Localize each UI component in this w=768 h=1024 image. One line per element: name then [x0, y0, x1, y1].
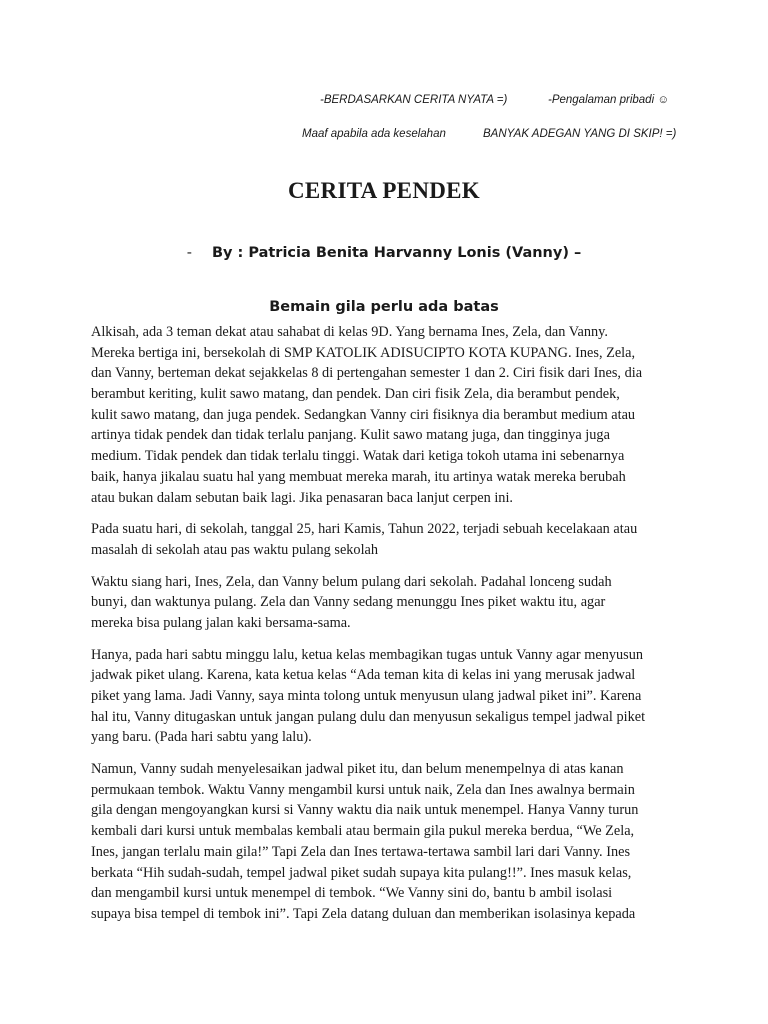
- paragraph-line: jadwak piket ulang. Karena, kata ketua kelas “Ada teman kita di kelas ini yang merusak jadwal: [91, 667, 636, 684]
- story-paragraph: [91, 322, 681, 508]
- paragraph-line: artinya tidak pendek dan tidak terlalu panjang. Kulit sawo matang juga, dan tingginya juga: [91, 427, 610, 444]
- note-based-on-true-story: -BERDASARKAN CERITA NYATA =): [320, 94, 508, 106]
- paragraph-line: Alkisah, ada 3 teman dekat atau sahabat di kelas 9D. Yang bernama Ines, Zela, dan Vanny.: [91, 324, 608, 340]
- story-paragraph: [91, 572, 681, 634]
- paragraph-line: mereka bisa pulang jalan kaki bersama-sama.: [91, 614, 351, 631]
- paragraph-line: Waktu siang hari, Ines, Zela, dan Vanny belum pulang dari sekolah. Padahal lonceng sudah: [91, 573, 612, 590]
- paragraph-line: Pada suatu hari, di sekolah, tanggal 25, hari Kamis, Tahun 2022, terjadi sebuah kecelakaan atau: [91, 521, 638, 538]
- paragraph-line: masalah di sekolah atau pas waktu pulang sekolah: [91, 541, 379, 558]
- story-paragraph: [91, 759, 681, 925]
- story-subtitle: Bemain gila perlu ada batas: [269, 299, 499, 315]
- paragraph-line: hal itu, Vanny ditugaskan untuk jangan pulang dulu dan menyusun sekaligus tempel jadwal piket: [91, 708, 646, 725]
- note-apology: Maaf apabila ada keselahan: [302, 128, 446, 140]
- paragraph-line: Hanya, pada hari sabtu minggu lalu, ketua kelas membagikan tugas untuk Vanny agar menyusun: [91, 646, 644, 663]
- paragraph-line: baik, hanya jikalau suatu hal yang membuat mereka marah, itu artinya watak mereka berubah: [91, 468, 626, 485]
- paragraph-line: yang baru. (Pada hari sabtu yang lalu).: [91, 729, 312, 746]
- paragraph-line: berambut keriting, kulit sawo matang, dan pendek. Dan ciri fisik Zela, dia berambut pendek,: [91, 386, 620, 403]
- story-body: [91, 322, 681, 936]
- paragraph-line: Ines, jangan terlalu main gila!” Tapi Zela dan Ines tertawa-tertawa sambil lari dari Vanny. Ines: [91, 843, 631, 860]
- byline-text: By : Patricia Benita Harvanny Lonis (Vanny) –: [211, 245, 582, 261]
- byline-dash: -: [186, 245, 192, 261]
- paragraph-line: bunyi, dan waktunya pulang. Zela dan Vanny sedang menunggu Ines piket waktu itu, agar: [91, 594, 606, 611]
- paragraph-line: piket yang lama. Jadi Vanny, saya minta tolong untuk menyusun ulang jadwal piket ini”. Karena: [91, 688, 642, 704]
- story-title: CERITA PENDEK: [288, 178, 480, 203]
- paragraph-line: supaya bisa tempel di tembok ini”. Tapi Zela datang duluan dan memberikan isolasinya kepada: [91, 905, 636, 922]
- paragraph-line: dan mengambil kursi untuk menempel di tembok. “We Vanny sini do, bantu b ambil isolasi: [91, 885, 613, 902]
- paragraph-line: medium. Tidak pendek dan tidak terlalu tinggi. Watak dari ketiga tokoh utama ini sebenarnya: [91, 448, 625, 465]
- paragraph-line: dan Vanny, berteman dekat sejakkelas 8 di pertengahan semester 1 dan 2. Ciri fisik dari Ines, dia: [91, 365, 643, 382]
- paragraph-line: gila dengan mengoyangkan kursi si Vanny waktu dia naik untuk menempel. Hanya Vanny turun: [91, 802, 639, 819]
- story-paragraph: [91, 645, 681, 748]
- paragraph-line: kulit sawo matang, dan juga pendek. Sedangkan Vanny ciri fisiknya dia berambut medium atau: [91, 406, 636, 423]
- paragraph-line: Mereka bertiga ini, bersekolah di SMP KATOLIK ADISUCIPTO KOTA KUPANG. Ines, Zela,: [91, 344, 636, 361]
- paragraph-line: permukaan tembok. Waktu Vanny mengambil kursi untuk naik, Zela dan Ines awalnya bermain: [91, 781, 635, 798]
- paragraph-line: kembali dari kursi untuk membalas kembali atau bermain gila pukul mereka berdua, “We Zela,: [91, 823, 635, 840]
- paragraph-line: Namun, Vanny sudah menyelesaikan jadwal piket itu, dan belum menempelnya di atas kanan: [91, 761, 624, 778]
- paragraph-line: berkata “Hih sudah-sudah, tempel jadwal piket sudah supaya kita pulang!!”. Ines masuk kelas,: [91, 864, 632, 881]
- note-personal-experience: -Pengalaman pribadi ☺: [548, 94, 670, 106]
- note-scenes-skipped: BANYAK ADEGAN YANG DI SKIP! =): [483, 128, 677, 140]
- paragraph-line: atau bukan dalam sebutan baik lagi. Jika penasaran baca lanjut cerpen ini.: [91, 489, 513, 506]
- author-byline: [0, 245, 768, 261]
- story-paragraph: [91, 519, 681, 560]
